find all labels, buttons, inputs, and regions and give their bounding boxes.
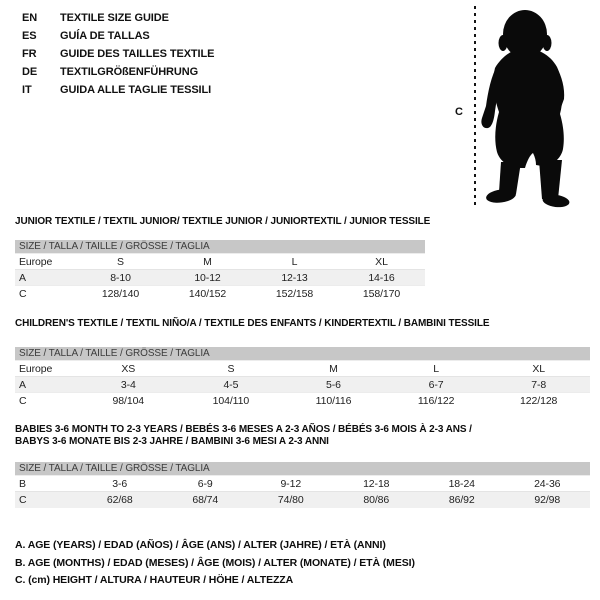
language-title: GUÍA DE TALLAS (60, 30, 150, 42)
toddler-silhouette-icon (478, 6, 578, 211)
cell-value: 104/110 (180, 393, 283, 409)
language-title: GUIDE DES TAILLES TEXTILE (60, 48, 215, 60)
table-row (15, 492, 590, 508)
cell-value: 7-8 (487, 377, 590, 393)
cell-value: 98/104 (77, 393, 180, 409)
language-code: FR (22, 48, 37, 60)
cell-value: S (77, 254, 164, 270)
babies-size-table (15, 475, 590, 508)
table-row (15, 377, 590, 393)
language-row-it (22, 81, 214, 99)
row-label: A (15, 377, 77, 393)
children-textile-section (15, 318, 590, 409)
cell-value: 18-24 (419, 476, 505, 492)
cell-value: 152/158 (251, 286, 338, 302)
table-row (15, 254, 425, 270)
row-label: C (15, 492, 77, 508)
babies-textile-section (15, 424, 590, 508)
language-code: DE (22, 66, 38, 78)
table-row (15, 393, 590, 409)
cell-value: XL (338, 254, 425, 270)
row-label: Europe (15, 254, 77, 270)
size-header-bar: SIZE / TALLA / TAILLE / GRÖSSE / TAGLIA (15, 240, 425, 253)
junior-size-table (15, 253, 425, 302)
language-code: IT (22, 84, 32, 96)
language-row-en (22, 9, 214, 27)
table-row (15, 476, 590, 492)
cell-value: 5-6 (282, 377, 385, 393)
cell-value: 110/116 (282, 393, 385, 409)
children-table-title: CHILDREN'S TEXTILE / TEXTIL NIÑO/A / TEXTILE DES ENFANTS / KINDERTEXTIL / BAMBINI TESSILE (15, 318, 490, 329)
legend-age-months: B. AGE (MONTHS) / EDAD (MESES) / ÂGE (MOIS) / ALTER (MONATE) / ETÀ (MESI) (15, 556, 415, 569)
size-header-bar: SIZE / TALLA / TAILLE / GRÖSSE / TAGLIA (15, 347, 590, 360)
cell-value: XS (77, 361, 180, 377)
cell-value: L (385, 361, 488, 377)
cell-value: 92/98 (505, 492, 591, 508)
babies-table-title: BABIES 3-6 MONTH TO 2-3 YEARS / BEBÉS 3-6 MESES A 2-3 AÑOS / BÉBÉS 3-6 MOIS À 2-3 ANS / BABYS 3-6 MONATE BIS 2-3 JAHRE / BAMBINI 3-6 MESI A 2-3 ANNI (15, 424, 472, 447)
cell-value: 14-16 (338, 270, 425, 286)
cell-value: 122/128 (487, 393, 590, 409)
cell-value: 3-4 (77, 377, 180, 393)
language-row-es (22, 27, 214, 45)
cell-value: 8-10 (77, 270, 164, 286)
children-size-table (15, 360, 590, 409)
measurement-legend (15, 537, 415, 590)
height-measure-dashed-line (474, 6, 476, 209)
language-list (22, 9, 214, 99)
language-title: GUIDA ALLE TAGLIE TESSILI (60, 84, 212, 96)
legend-height-cm: C. (cm) HEIGHT / ALTURA / HAUTEUR / HÖHE / ALTEZZA (15, 574, 294, 586)
cell-value: 62/68 (77, 492, 163, 508)
cell-value: 140/152 (164, 286, 251, 302)
cell-value: M (282, 361, 385, 377)
cell-value: 158/170 (338, 286, 425, 302)
language-title: TEXTILE SIZE GUIDE (60, 12, 169, 24)
row-label: Europe (15, 361, 77, 377)
junior-table-title: JUNIOR TEXTILE / TEXTIL JUNIOR/ TEXTILE JUNIOR / JUNIORTEXTIL / JUNIOR TESSILE (15, 216, 431, 227)
cell-value: S (180, 361, 283, 377)
table-row (15, 270, 425, 286)
cell-value: 128/140 (77, 286, 164, 302)
row-label: B (15, 476, 77, 492)
cell-value: L (251, 254, 338, 270)
row-label: C (15, 286, 77, 302)
cell-value: 6-9 (163, 476, 249, 492)
language-row-de (22, 63, 214, 81)
cell-value: 24-36 (505, 476, 591, 492)
table-row (15, 286, 425, 302)
legend-age-years: A. AGE (YEARS) / EDAD (AÑOS) / ÂGE (ANS) / ALTER (JAHRE) / ETÀ (ANNI) (15, 539, 386, 551)
cell-value: XL (487, 361, 590, 377)
row-label: C (15, 393, 77, 409)
cell-value: M (164, 254, 251, 270)
cell-value: 116/122 (385, 393, 488, 409)
height-measure-label: C (455, 106, 463, 118)
language-title: TEXTILGRÖßENFÜHRUNG (60, 66, 199, 78)
cell-value: 6-7 (385, 377, 488, 393)
cell-value: 3-6 (77, 476, 163, 492)
cell-value: 12-18 (334, 476, 420, 492)
cell-value: 10-12 (164, 270, 251, 286)
cell-value: 80/86 (334, 492, 420, 508)
language-row-fr (22, 45, 214, 63)
cell-value: 9-12 (248, 476, 334, 492)
cell-value: 68/74 (163, 492, 249, 508)
language-code: EN (22, 12, 38, 24)
size-header-bar: SIZE / TALLA / TAILLE / GRÖSSE / TAGLIA (15, 462, 590, 475)
cell-value: 12-13 (251, 270, 338, 286)
cell-value: 86/92 (419, 492, 505, 508)
table-row (15, 361, 590, 377)
language-code: ES (22, 30, 37, 42)
cell-value: 4-5 (180, 377, 283, 393)
junior-textile-section (15, 216, 431, 302)
row-label: A (15, 270, 77, 286)
cell-value: 74/80 (248, 492, 334, 508)
